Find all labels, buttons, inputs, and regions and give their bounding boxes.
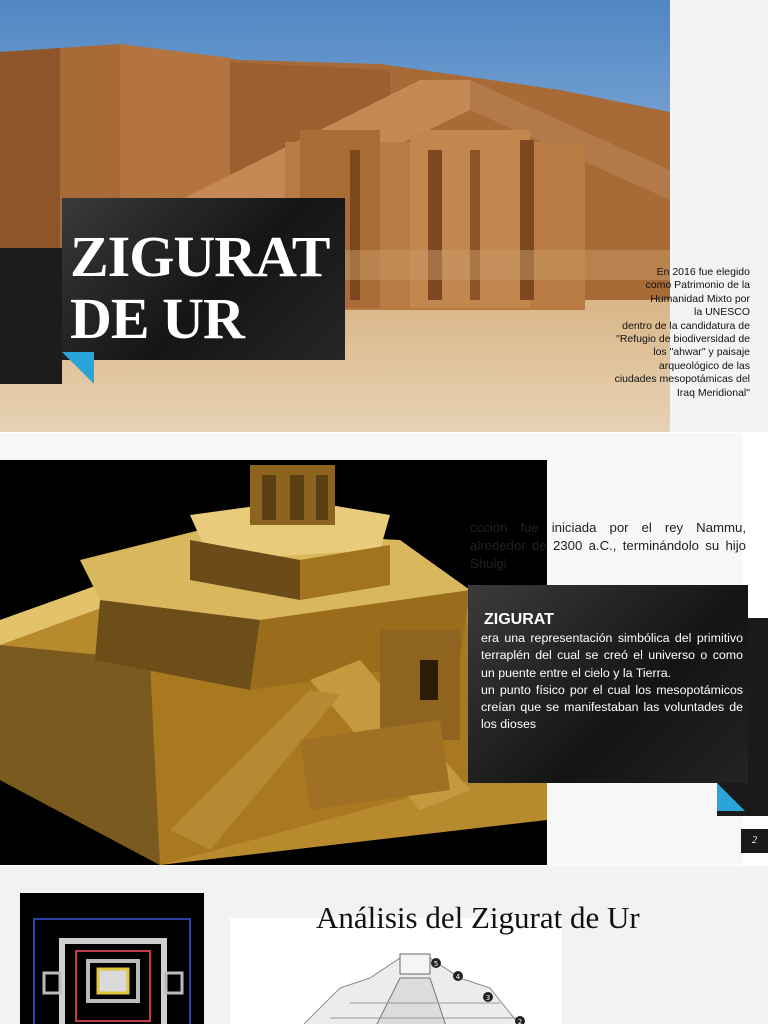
title-shadow-block [0,248,62,384]
floor-plan-image [20,893,204,1024]
slide-2 [0,433,768,865]
accent-triangle [717,783,745,811]
info-box-paragraph-2: un punto físico por el cual los mesopotámicos creían que se manifestaban las voluntades de los dioses [481,682,743,732]
info-box-body [481,630,743,734]
title-box [62,198,345,360]
info-box-title: ZIGURAT [484,611,554,628]
analysis-title: Análisis del Zigurat de Ur [316,900,640,935]
info-box-paragraph-1: era una representación simbólica del primitivo terraplén del cual se creó el universo o como un puente entre el cielo y la Tierra. [481,631,743,680]
unesco-note: En 2016 fue elegido como Patrimonio de la Humanidad Mixto por la UNESCO dentro de la candidatura de "Refugio de biodiversidad de los "ahwar" y paisaje arqueológico de las ciudades mesopotámicas del Iraq Meridional" [614,266,750,399]
diagram-marker-5: 5 [433,960,439,968]
diagram-marker-2: 2 [517,1018,523,1024]
diagram-marker-3: 3 [485,994,491,1002]
title-line-1: ZIGURAT [70,224,330,289]
diagram-marker-4: 4 [455,973,461,981]
ziggurat-model-photo [0,460,547,865]
page-number: 2 [741,829,768,853]
title-line-2: DE UR [70,286,244,351]
floor-plan-drawing [20,893,204,1024]
ziggurat-model-image [0,460,547,865]
accent-triangle [62,352,94,384]
construction-text: ccción fue iniciada por el rey Nammu, alrededor de 2300 a.C., terminándolo su hijo Shulgi [470,520,746,571]
slide-1 [0,0,768,432]
slide-title [70,226,329,350]
slide-3 [0,866,768,1024]
